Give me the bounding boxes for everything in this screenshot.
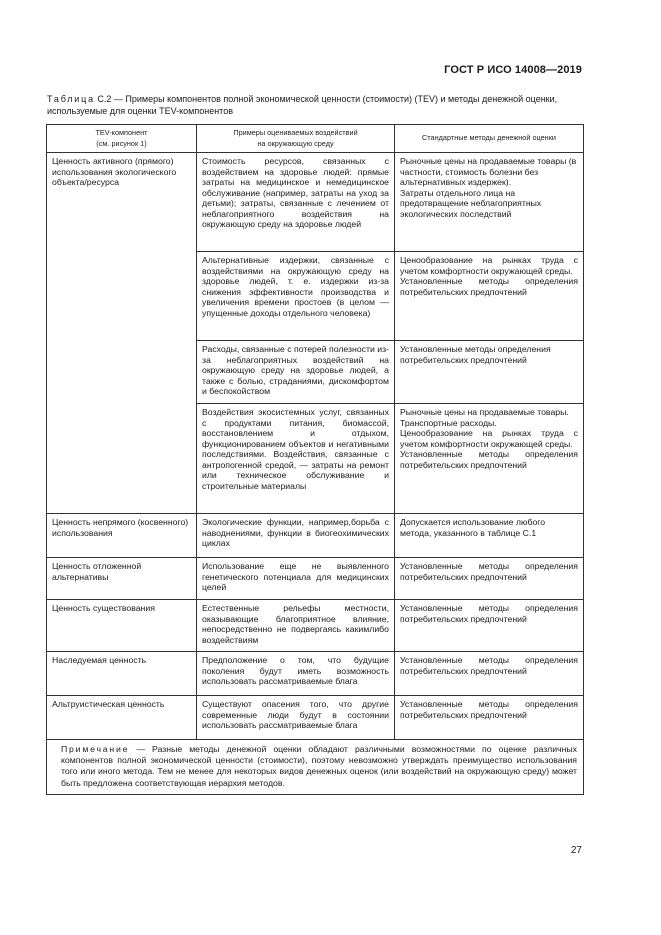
caption-label: Таблица [47,94,95,104]
method-line: Транспортные расходы. [400,417,497,428]
page-number: 27 [570,845,582,856]
tev-table [46,124,584,795]
method-line: Рыночные цены на продаваемые товары (в частности, стоимость болезни без альтернативных издержек). [400,156,577,187]
column-header-line: (см. рисунок 1) [96,138,147,148]
note-label: Примечание [61,744,130,754]
method-line: Затраты отдельного лица на предотвращение неблагоприятных экологических последствий [400,187,542,219]
table-row [47,696,584,740]
component-cell: Ценность отложенной альтернативы [47,558,197,600]
impact-cell: Воздействия экосистемных услуг, связанных с продуктами питания, биомассой, восстановлением и отдыхом, функционированием объектов и негативными последствиями. Воздействия, связанные с антропогенной средой, — затраты на ремонт или техническое обслуживание и строительные материалы [197,404,395,514]
methods-cell [395,153,584,252]
method-line: Допускается использование любого метода, указанного в таблице С.1 [400,517,546,538]
method-line: Рыночные цены на продаваемые товары. [400,407,569,417]
method-line: Установленные методы определения потребительских предпочтений [400,561,578,582]
table-caption [47,93,587,117]
component-cell: Альтруистическая ценность [47,696,197,740]
impact-cell: Естественные рельефы местности, оказывающие благоприятное влияние, непосредственно не подвергаясь какимлибо воздействиям [197,600,395,652]
column-header-component [47,125,197,153]
methods-cell [395,600,584,652]
method-line: Установленные методы определения потребительских предпочтений [400,276,578,297]
impact-cell: Существуют опасения того, что другие современные люди будут в состоянии использовать рассматриваемые блага [197,696,395,740]
column-header-examples [197,125,395,153]
table-row [47,514,584,558]
standard-header: ГОСТ Р ИСО 14008—2019 [444,64,582,76]
method-line: Установленные методы определения потребительских предпочтений [400,603,578,624]
impact-cell: Использование еще не выявленного генетического потенциала для медицинских целей [197,558,395,600]
method-line: Установленные методы определения потребительских предпочтений [400,699,578,720]
table-row [47,558,584,600]
note-row [47,740,584,795]
methods-cell [395,252,584,341]
component-cell: Ценность непрямого (косвенного) использования [47,514,197,558]
impact-cell: Альтернативные издержки, связанные с воздействиями на окружающую среду на здоровье людей, т. е. издержки из-за снижения эффективности производства и увеличения времени простоев (в целом — упущенные доходы отдельного человека) [197,252,395,341]
component-cell: Ценность существования [47,600,197,652]
impact-cell: Стоимость ресурсов, связанных с воздействием на здоровье людей: прямые затраты на медицинское и немедицинское обслуживание (например, затраты на уход за детьми); затраты, связанные с лечением от неблагоприятного воздействия на окружающую среду на здоровье людей [197,153,395,252]
component-cell: Ценность активного (прямого) использования экологического объекта/ресурса [47,153,197,514]
table-row [47,652,584,696]
table-row [47,600,584,652]
column-header-line: Стандартные методы денежной оценки [422,133,556,143]
methods-cell [395,558,584,600]
methods-cell [395,404,584,514]
column-header-methods [395,125,584,153]
column-header-line: TEV-компонент [95,128,148,137]
impact-cell: Расходы, связанные с потерей полезности из-за неблагоприятных воздействий на окружающую среду на здоровье людей, а также с болью, страданиями, дискомфортом и беспокойством [197,341,395,404]
column-header-line: Примеры оцениваемых воздействий [233,128,358,137]
method-line: Установленные методы определения потребительских предпочтений [400,655,578,676]
impact-cell: Предположение о том, что будущие поколения будут иметь возможность использовать рассматриваемые блага [197,652,395,696]
method-line: Установленные методы определения потребительских предпочтений [400,449,578,470]
methods-cell [395,652,584,696]
method-line: Ценообразование на рынках труда с учетом комфортности окружающей среды. [400,428,578,449]
method-line: Ценообразование на рынках труда с учетом комфортности окружающей среды. [400,255,578,276]
caption-text: С.2 — Примеры компонентов полной экономической ценности (стоимости) (TEV) и методы денежной оценки, используемые для оценки TEV-компонентов [47,94,558,116]
table-header-row [47,125,584,153]
methods-cell [395,514,584,558]
methods-cell [395,696,584,740]
methods-cell [395,341,584,404]
table-note [47,740,584,795]
impact-cell: Экологические функции, например,борьба с наводнениями, функции в биогеохимических циклах [197,514,395,558]
component-cell: Наследуемая ценность [47,652,197,696]
column-header-line: на окружающую среду [257,138,334,148]
method-line: Установленные методы определения потребительских предпочтений [400,344,551,365]
note-text: — Разные методы денежной оценки обладают различными возможностями по оценке различных компонентов полной экономической ценности (стоимости), поэтому невозможно утверждать преимущество использования того или иного метода. Тем не менее для некоторых видов денежных оценок (или воздействий на окружающую среду) может быть предложена соответствующая иерархия методов. [61,744,577,788]
table-row [47,153,584,252]
